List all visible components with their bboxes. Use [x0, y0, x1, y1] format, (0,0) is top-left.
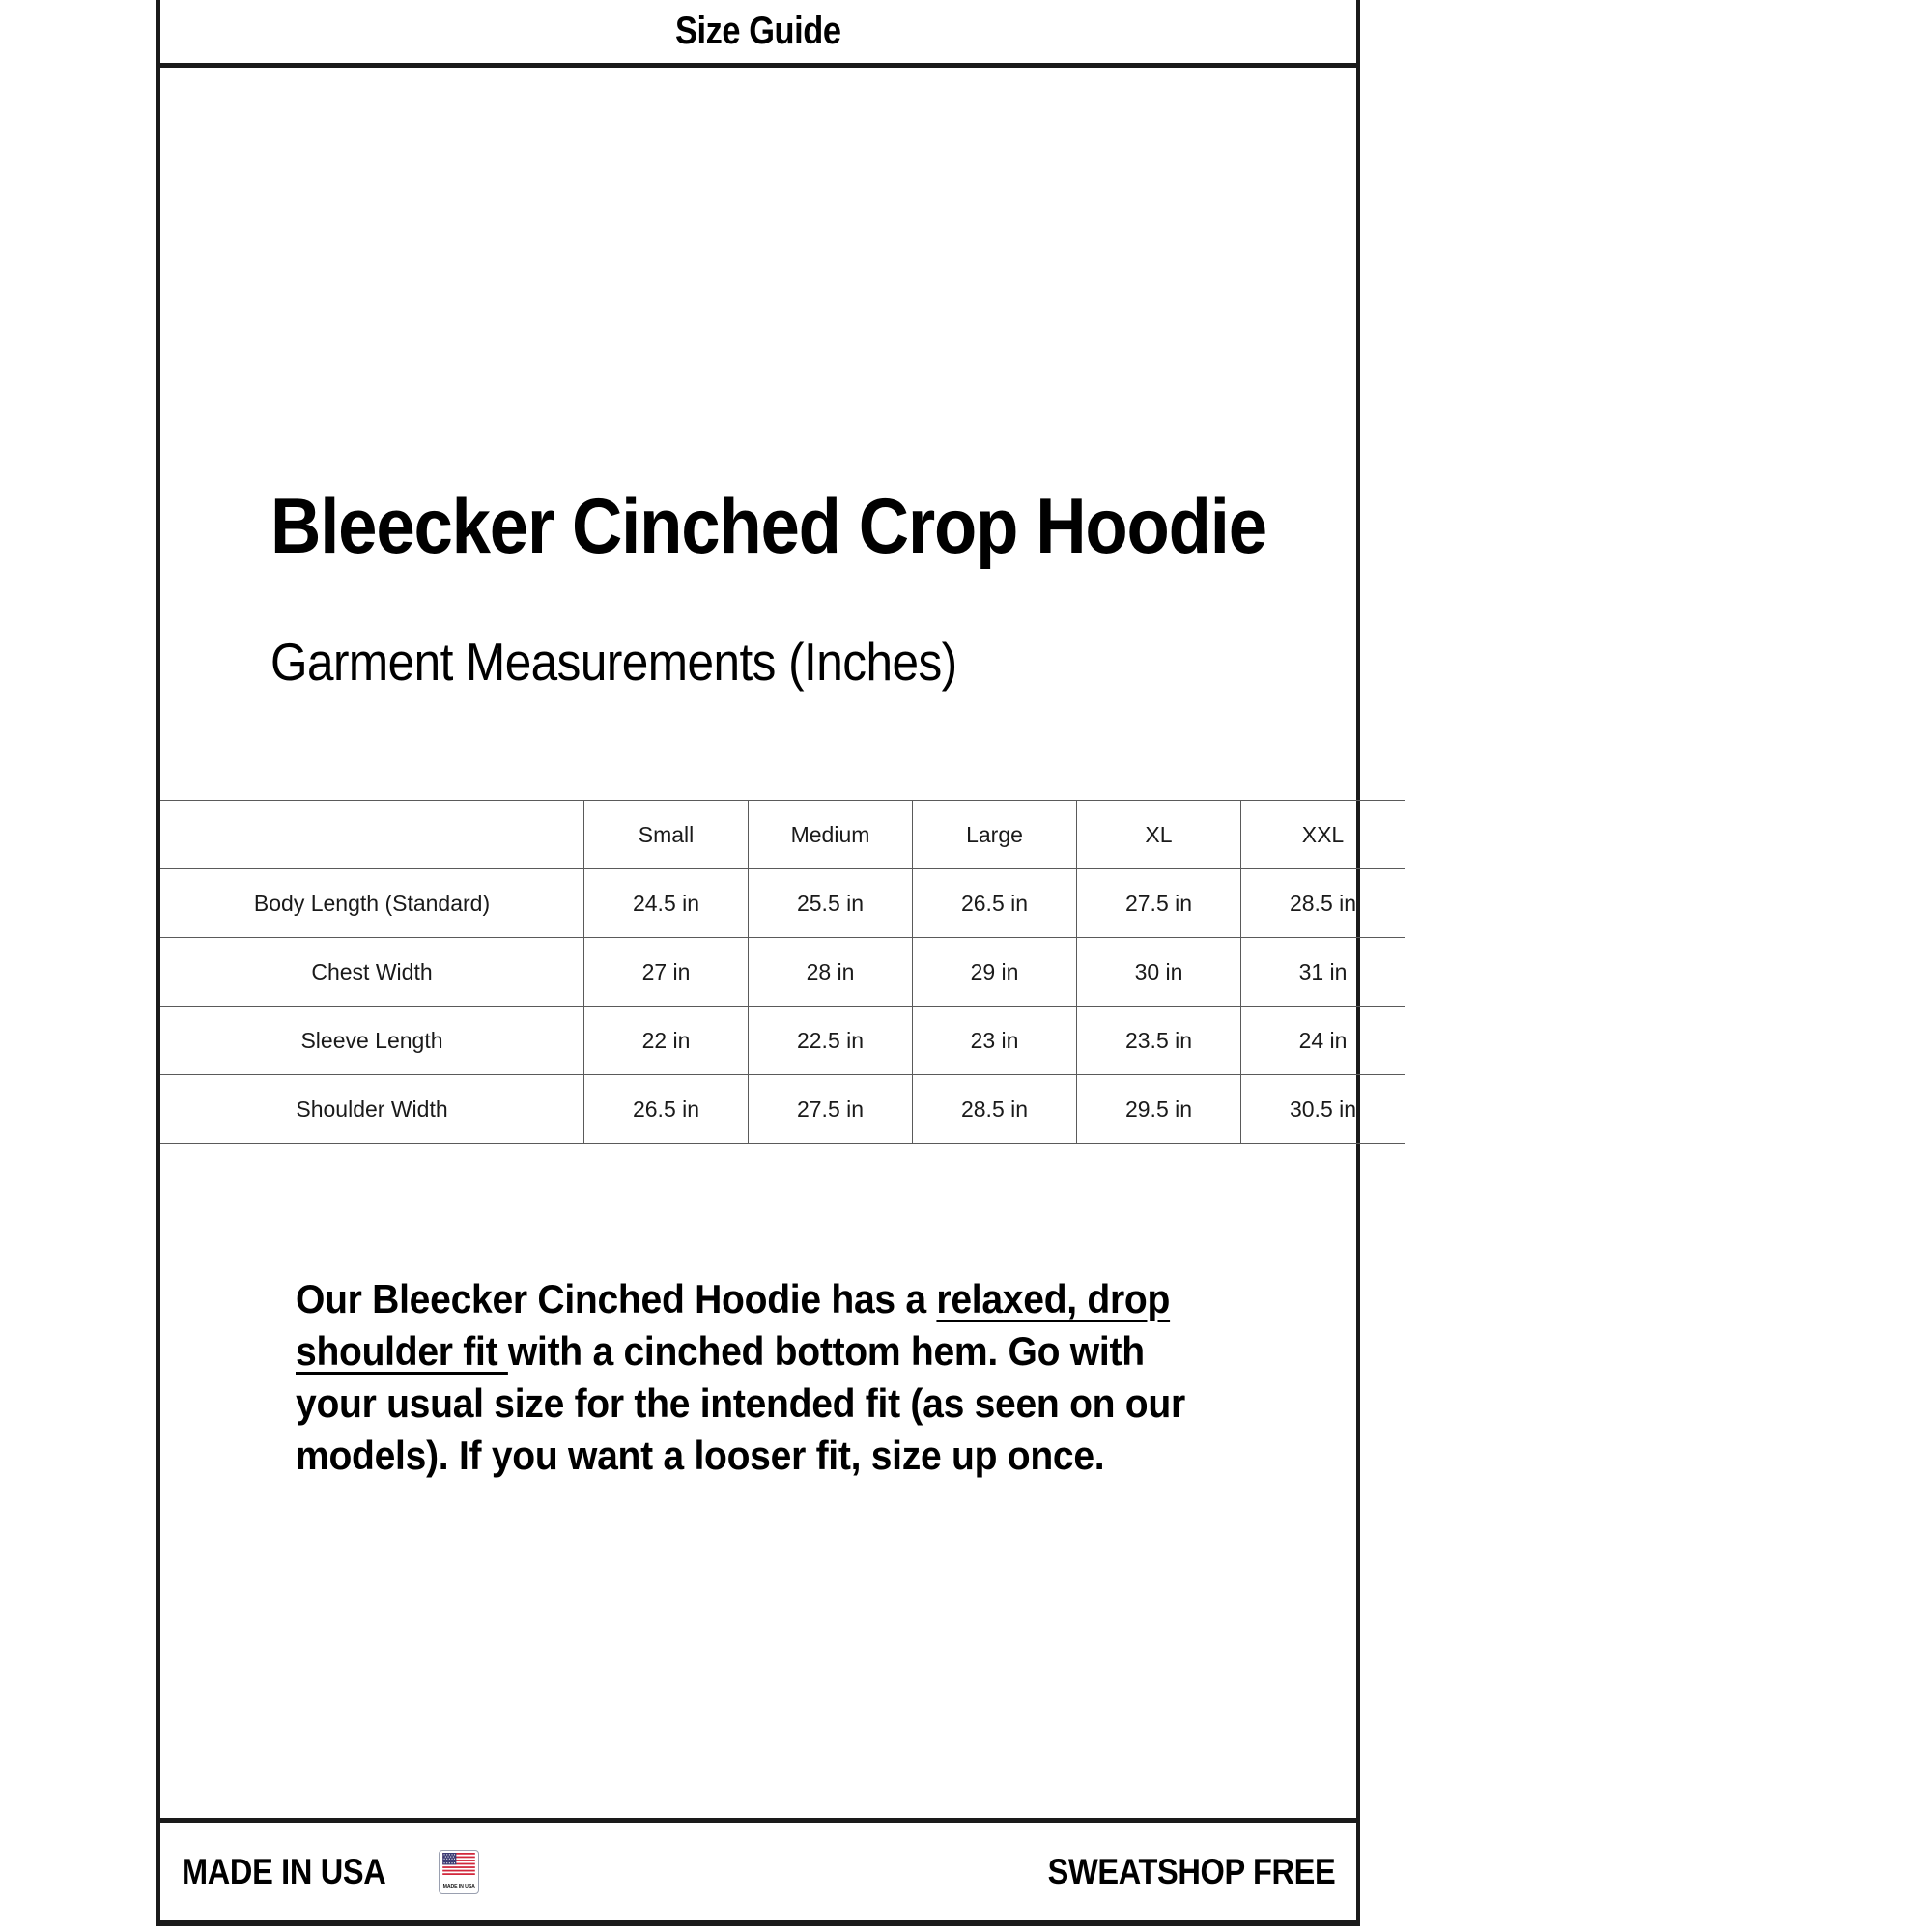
table-cell-measurement: 24.5 in [584, 869, 749, 938]
table-column-header: XXL [1241, 801, 1406, 869]
product-title: Bleecker Cinched Crop Hoodie [270, 483, 1266, 570]
table-row-label: Sleeve Length [160, 1007, 584, 1075]
flag-graphic [442, 1853, 475, 1875]
footer-band [160, 1818, 1356, 1926]
measurements-subtitle: Garment Measurements (Inches) [270, 632, 957, 692]
table-cell-measurement: 28 in [749, 938, 913, 1007]
table-cell-measurement: 22.5 in [749, 1007, 913, 1075]
table-column-header: XL [1077, 801, 1241, 869]
footer-left-group [182, 1850, 479, 1894]
table-cell-measurement: 27 in [584, 938, 749, 1007]
table-row [160, 1075, 1405, 1144]
table-column-header: Small [584, 801, 749, 869]
table-corner-cell [160, 801, 584, 869]
table-column-header: Large [913, 801, 1077, 869]
table-cell-measurement: 30.5 in [1241, 1075, 1406, 1144]
measurements-table [160, 800, 1405, 1144]
table-cell-measurement: 24 in [1241, 1007, 1406, 1075]
usa-flag-icon [439, 1850, 479, 1894]
sweatshop-free-label: SWEATSHOP FREE [1047, 1851, 1335, 1891]
table-cell-measurement: 29.5 in [1077, 1075, 1241, 1144]
table-cell-measurement: 23 in [913, 1007, 1077, 1075]
description-part-2: with a cinched bottom hem. Go with your usual size for the intended fit (as seen on our models). If you want a looser fit, size up once. [296, 1328, 1185, 1478]
table-row-label: Shoulder Width [160, 1075, 584, 1144]
fit-description [296, 1273, 1203, 1482]
table-cell-measurement: 30 in [1077, 938, 1241, 1007]
table-row [160, 869, 1405, 938]
description-emphasis: relaxed, drop shoulder fit [296, 1276, 1171, 1374]
table-header-row [160, 801, 1405, 869]
table-cell-measurement: 28.5 in [1241, 869, 1406, 938]
page-title: Size Guide [675, 10, 841, 52]
table-cell-measurement: 26.5 in [584, 1075, 749, 1144]
table-cell-measurement: 31 in [1241, 938, 1406, 1007]
flag-badge-caption: MADE IN USA [442, 1884, 475, 1890]
table-row-label: Chest Width [160, 938, 584, 1007]
table-cell-measurement: 27.5 in [1077, 869, 1241, 938]
description-part-1: Our Bleecker Cinched Hoodie has a [296, 1276, 937, 1321]
table-column-header: Medium [749, 801, 913, 869]
table-cell-measurement: 27.5 in [749, 1075, 913, 1144]
table-cell-measurement: 25.5 in [749, 869, 913, 938]
table-row-label: Body Length (Standard) [160, 869, 584, 938]
table-cell-measurement: 28.5 in [913, 1075, 1077, 1144]
table-cell-measurement: 23.5 in [1077, 1007, 1241, 1075]
table-cell-measurement: 22 in [584, 1007, 749, 1075]
size-guide-page [156, 0, 1360, 1926]
table-cell-measurement: 26.5 in [913, 869, 1077, 938]
table-cell-measurement: 29 in [913, 938, 1077, 1007]
table-row [160, 938, 1405, 1007]
table-row [160, 1007, 1405, 1075]
made-in-usa-label: MADE IN USA [182, 1851, 386, 1891]
header-band [160, 0, 1356, 68]
title-block [270, 483, 1314, 692]
